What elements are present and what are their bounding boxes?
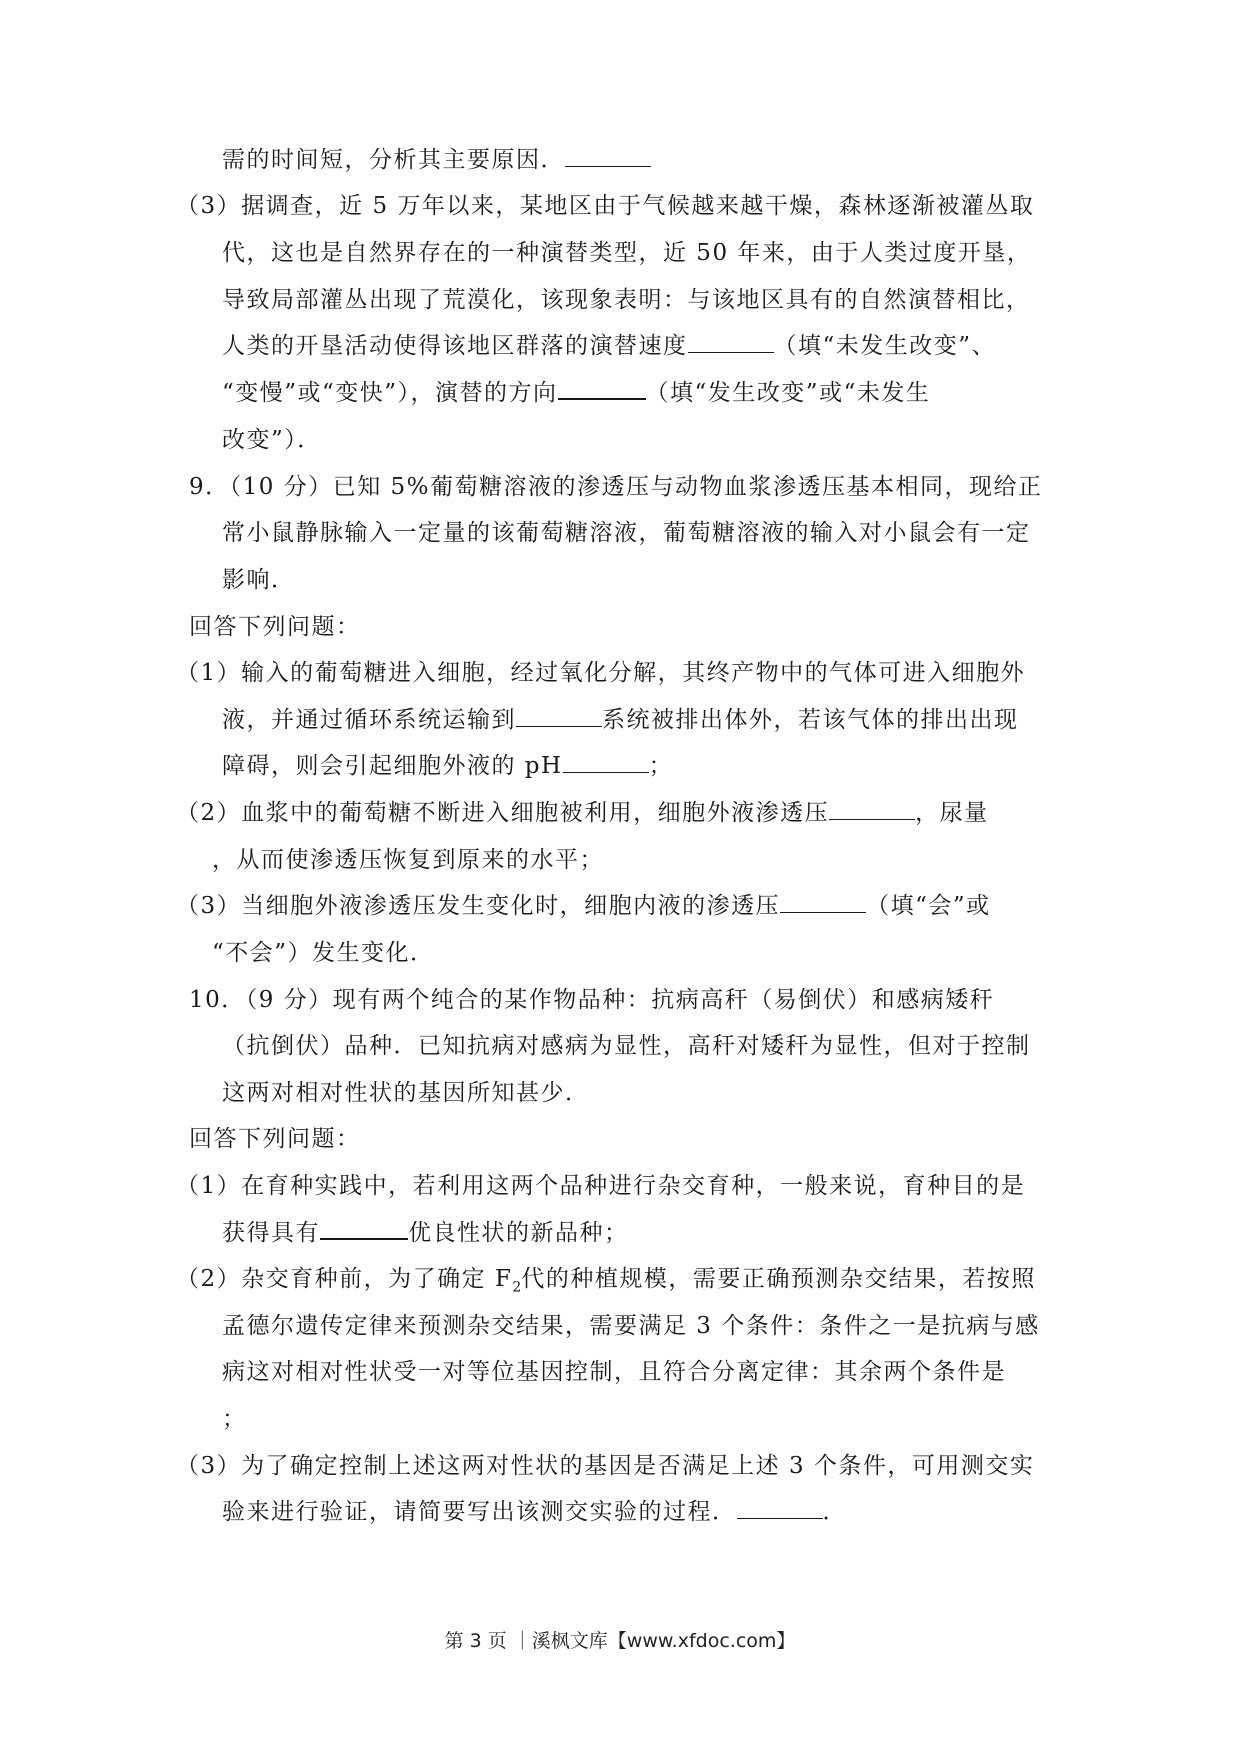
text-line: 回答下列问题： xyxy=(189,614,361,640)
question-10-stem: 10．（9 分）现有两个纯合的某作物品种：抗病高秆（易倒伏）和感病矮秆 xyxy=(189,987,995,1013)
text-line: 人类的开垦活动使得该地区群落的演替速度 （填“未发生改变”、 xyxy=(222,333,997,359)
answer-blank[interactable] xyxy=(688,332,774,353)
answer-blank[interactable] xyxy=(780,892,866,913)
question-9-stem: 9．（10 分）已知 5%葡萄糖溶液的渗透压与动物血浆渗透压基本相同，现给正 xyxy=(189,474,1043,500)
answer-blank[interactable] xyxy=(563,752,649,773)
text-line: ； xyxy=(222,1406,247,1432)
text-line: （3）为了确定控制上述这两对性状的基因是否满足上述 3 个条件，可用测交实 xyxy=(176,1453,1035,1479)
text-line: （2）血浆中的葡萄糖不断进入细胞被利用，细胞外液渗透压 ，尿量 xyxy=(176,800,989,826)
text-line: （2）杂交育种前，为了确定 $F_2$代的种植规模，需要正确预测杂交结果，若按照 xyxy=(176,1266,1036,1296)
answer-blank[interactable] xyxy=(558,378,646,400)
page-footer: 第 3 页 ｜溪枫文库【www.xfdoc.com】 xyxy=(444,1630,796,1652)
text-line: “变慢”或“变快”），演替的方向 （填“发生改变”或“未发生 xyxy=(222,380,931,406)
text-line: （抗倒伏）品种．已知抗病对感病为显性，高秆对矮秆为显性，但对于控制 xyxy=(222,1033,1031,1059)
answer-blank[interactable] xyxy=(565,146,651,167)
text-line: （1）输入的葡萄糖进入细胞，经过氧化分解，其终产物中的气体可进入细胞外 xyxy=(176,660,1026,686)
text-line: 验来进行验证，请简要写出该测交实验的过程． ． xyxy=(222,1499,847,1525)
text-line: 常小鼠静脉输入一定量的该葡萄糖溶液，葡萄糖溶液的输入对小鼠会有一定 xyxy=(222,520,1031,546)
text-line: “不会”）发生变化． xyxy=(212,940,435,966)
answer-blank[interactable] xyxy=(516,706,602,727)
answer-blank[interactable] xyxy=(320,1218,408,1240)
text-line: ，从而使渗透压恢复到原来的水平； xyxy=(212,847,604,873)
text-line: 障碍，则会引起细胞外液的 pH ； xyxy=(222,753,674,779)
answer-blank[interactable] xyxy=(829,799,915,820)
text-line: 液，并通过循环系统运输到 系统被排出体外，若该气体的排出出现 xyxy=(222,707,1019,733)
text-line: 获得具有 优良性状的新品种； xyxy=(222,1220,629,1246)
answer-blank[interactable] xyxy=(737,1498,823,1519)
text-line: 这两对相对性状的基因所知甚少． xyxy=(222,1080,590,1106)
text-line: 需的时间短，分析其主要原因． xyxy=(222,145,651,175)
text-line: 影响． xyxy=(222,567,296,593)
text-line: 孟德尔遗传定律来预测杂交结果，需要满足 3 个条件：条件之一是抗病与感 xyxy=(222,1313,1040,1339)
text-line: 病这对相对性状受一对等位基因控制，且符合分离定律：其余两个条件是 xyxy=(222,1359,1006,1385)
text-line: 代，这也是自然界存在的一种演替类型，近 50 年来，由于人类过度开垦， xyxy=(222,240,1032,266)
text-line: （3）据调查，近 5 万年以来，某地区由于气候越来越干燥，森林逐渐被灌丛取 xyxy=(176,193,1035,219)
text-line: 回答下列问题： xyxy=(189,1126,361,1152)
text-line: （3）当细胞外液渗透压发生变化时，细胞内液的渗透压 （填“会”或 xyxy=(176,893,991,919)
text-line: （1）在育种实践中，若利用这两个品种进行杂交育种，一般来说，育种目的是 xyxy=(176,1173,1026,1199)
text-line: 导致局部灌丛出现了荒漠化，该现象表明：与该地区具有的自然演替相比， xyxy=(222,287,1031,313)
text-line: 改变”）． xyxy=(222,427,322,453)
